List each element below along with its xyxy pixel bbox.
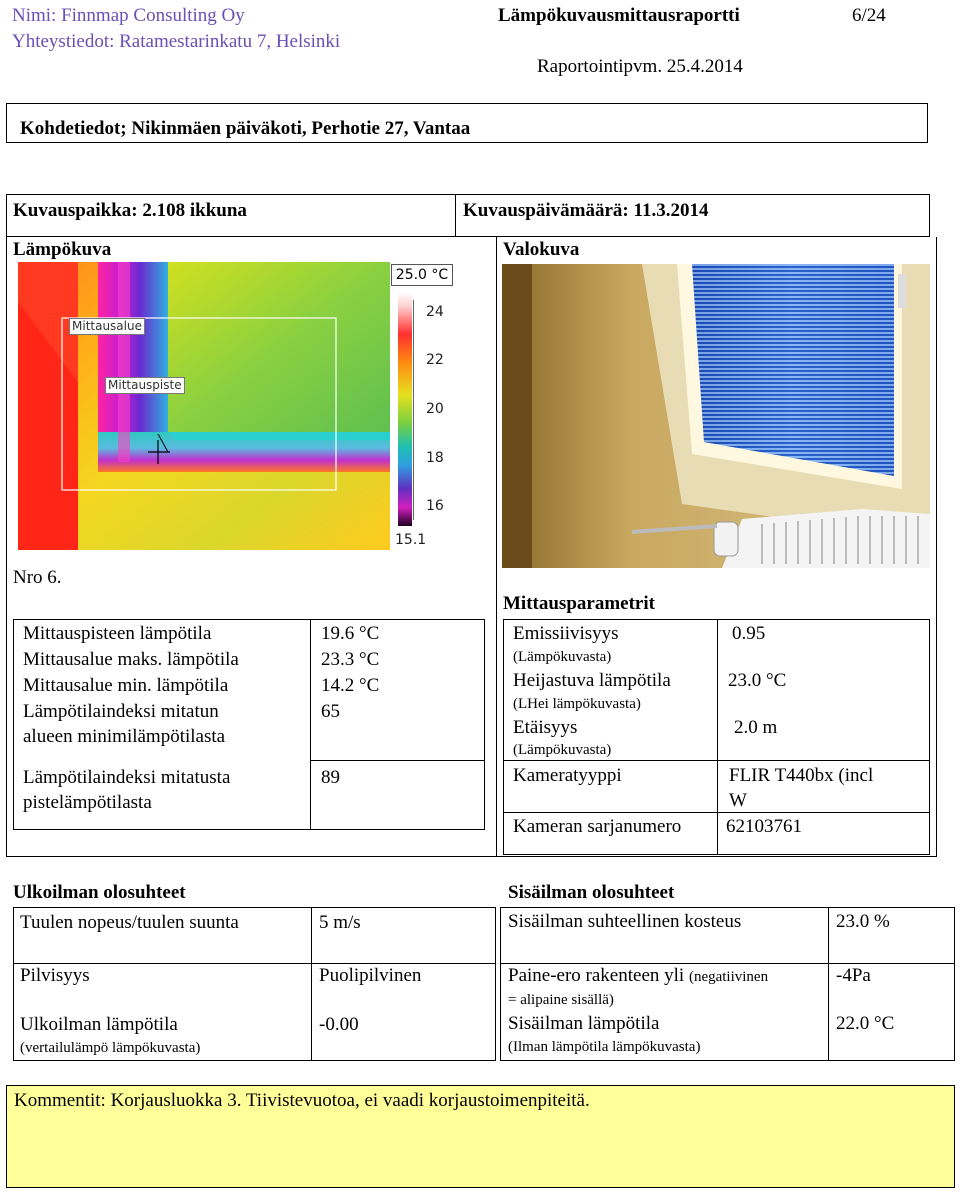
measurement-value: 14.2 °C xyxy=(321,675,380,696)
param-value: W xyxy=(729,790,747,811)
thermal-image xyxy=(18,262,390,550)
scale-tick: 22 xyxy=(426,352,444,368)
measurement-point-label: Mittauspiste xyxy=(105,377,185,394)
color-scale-bar xyxy=(398,292,412,526)
measurement-value: 65 xyxy=(321,701,340,722)
photo-image xyxy=(502,264,930,568)
company-name: Nimi: Finnmap Consulting Oy xyxy=(12,5,245,26)
param-label: Emissiivisyys xyxy=(513,623,619,644)
param-value: 23.0 °C xyxy=(728,670,787,691)
measurement-value: 19.6 °C xyxy=(321,623,380,644)
measurement-value: 23.3 °C xyxy=(321,649,380,670)
humidity-value: 23.0 % xyxy=(836,911,890,932)
wind-value: 5 m/s xyxy=(319,912,361,933)
measurement-label: Mittausalue min. lämpötila xyxy=(23,675,229,696)
record-number: Nro 6. xyxy=(13,567,62,588)
divider xyxy=(828,908,829,1061)
measurement-label: Lämpötilaindeksi mitatusta xyxy=(23,767,231,788)
param-label: Heijastuva lämpötila xyxy=(513,670,671,691)
scale-max-label: 25.0 °C xyxy=(391,264,453,286)
cloud-value: Puolipilvinen xyxy=(319,965,422,986)
cloud-label: Pilvisyys xyxy=(20,965,90,986)
param-value: 62103761 xyxy=(726,816,802,837)
page-number: 6/24 xyxy=(852,5,886,26)
params-table xyxy=(503,619,930,855)
measurement-label: Mittausalue maks. lämpötila xyxy=(23,649,239,670)
params-heading: Mittausparametrit xyxy=(503,593,655,614)
divider xyxy=(501,963,955,964)
outdoor-temp-value: -0.00 xyxy=(319,1014,359,1035)
outdoor-temp-sublabel: (vertailulämpö lämpökuvasta) xyxy=(20,1040,201,1056)
param-label: Kameratyyppi xyxy=(513,765,622,786)
scale-axis xyxy=(413,300,419,520)
photo-graphic xyxy=(502,264,930,568)
date-text: Kuvauspäivämäärä: 11.3.2014 xyxy=(463,200,709,221)
outdoor-temp-label: Ulkoilman lämpötila xyxy=(20,1014,178,1035)
image-section-divider xyxy=(496,237,497,857)
comment-box xyxy=(6,1085,955,1188)
target-box xyxy=(6,103,928,143)
divider xyxy=(14,760,310,761)
outdoor-heading: Ulkoilman olosuhteet xyxy=(13,882,186,903)
divider xyxy=(717,620,718,855)
indoor-temp-label: Sisäilman lämpötila xyxy=(508,1013,660,1034)
indoor-table xyxy=(500,907,955,1061)
outdoor-table xyxy=(13,907,496,1061)
scale-tick: 16 xyxy=(426,498,444,514)
location-text: Kuvauspaikka: 2.108 ikkuna xyxy=(13,200,247,221)
divider xyxy=(310,620,311,830)
pressure-value: -4Pa xyxy=(836,965,871,986)
param-sublabel: (Lämpökuvasta) xyxy=(513,742,612,758)
location-row xyxy=(6,194,930,237)
divider xyxy=(310,760,485,761)
company-contact: Yhteystiedot: Ratamestarinkatu 7, Helsinki xyxy=(12,31,341,52)
divider xyxy=(455,195,456,236)
comment-text: Kommentit: Korjausluokka 3. Tiivistevuotoa, ei vaadi korjaustoimenpiteitä. xyxy=(14,1090,590,1111)
pressure-note: (negatiivinen xyxy=(688,969,769,985)
indoor-heading: Sisäilman olosuhteet xyxy=(508,882,675,903)
param-label: Etäisyys xyxy=(513,717,578,738)
scale-tick: 20 xyxy=(426,401,444,417)
divider xyxy=(311,908,312,1061)
scale-tick: 18 xyxy=(426,450,444,466)
scale-tick: 24 xyxy=(426,304,444,320)
indoor-temp-sublabel: (Ilman lämpötila lämpökuvasta) xyxy=(508,1039,701,1055)
pressure-note-2: = alipaine sisällä) xyxy=(508,992,614,1008)
param-value: 2.0 m xyxy=(734,717,778,738)
measurements-table xyxy=(13,619,485,830)
divider xyxy=(504,760,930,761)
param-sublabel: (Lämpökuvasta) xyxy=(513,649,612,665)
thermal-image-graphic xyxy=(18,262,390,550)
photo-heading: Valokuva xyxy=(503,239,580,260)
pressure-label-text: Paine-ero rakenteen yli xyxy=(508,965,685,986)
measurement-area-label: Mittausalue xyxy=(69,318,145,335)
report-title: Lämpökuvausmittausraportti xyxy=(498,5,740,26)
measurement-label: alueen minimilämpötilasta xyxy=(23,726,226,747)
indoor-temp-value: 22.0 °C xyxy=(836,1013,895,1034)
pressure-label xyxy=(508,965,768,987)
measurement-value: 89 xyxy=(321,767,340,788)
target-text: Kohdetiedot; Nikinmäen päiväkoti, Perhotie 27, Vantaa xyxy=(20,118,471,139)
report-date: Raportointipvm. 25.4.2014 xyxy=(537,56,743,77)
divider xyxy=(14,963,496,964)
thermal-heading: Lämpökuva xyxy=(13,239,112,260)
param-sublabel: (LHei lämpökuvasta) xyxy=(513,696,641,712)
measurement-label: Mittauspisteen lämpötila xyxy=(23,623,212,644)
param-value: 0.95 xyxy=(732,623,766,644)
param-value: FLIR T440bx (incl xyxy=(729,765,874,786)
measurement-label: Lämpötilaindeksi mitatun xyxy=(23,701,219,722)
divider xyxy=(504,812,930,813)
param-label: Kameran sarjanumero xyxy=(513,816,682,837)
wind-label: Tuulen nopeus/tuulen suunta xyxy=(20,912,239,933)
humidity-label: Sisäilman suhteellinen kosteus xyxy=(508,911,742,932)
measurement-label: pistelämpötilasta xyxy=(23,792,152,813)
scale-min-label: 15.1 xyxy=(395,532,427,548)
